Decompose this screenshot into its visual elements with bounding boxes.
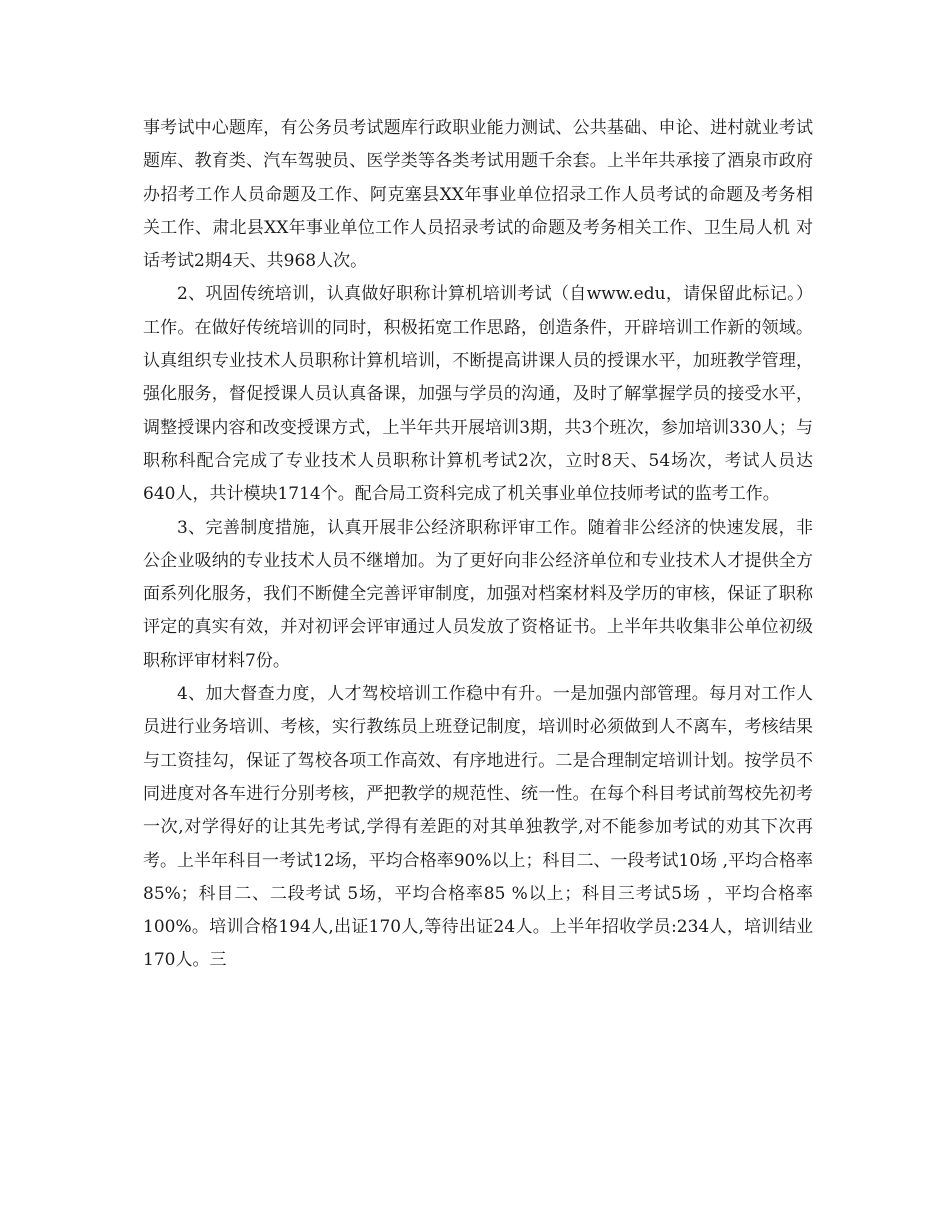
paragraph-computer-training: 2、巩固传统培训，认真做好职称计算机培训考试（自www.edu，请保留此标记。）工作。在做好传统培训的同时，积极拓宽工作思路，创造条件，开辟培训工作新的领域。认真组织专业技术人员职称计算机培训，不断提高讲课人员的授课水平，加班教学管理，强化服务，督促授课人员认真备课，加强与学员的沟通，及时了解掌握学员的接受水平，调整授课内容和改变授课方式，上半年共开展培训3期，共3个班次，参加培训330人；与职称科配合完成了专业技术人员职称计算机考试2次，立时8天、54场次，考试人员达640人，共计模块1714个。配合局工资科完成了机关事业单位技师考试的监考工作。 xyxy=(143,284,813,505)
paragraph-driving-school: 4、加大督查力度，人才驾校培训工作稳中有升。一是加强内部管理。每月对工作人员进行业务培训、考核，实行教练员上班登记制度，培训时必须做到人不离车，考核结果与工资挂勾，保证了驾校各项工作高效、有序地进行。二是合理制定培训计划。按学员不同进度对各车进行分别考核，严把教学的规范性、统一性。在每个科目考试前驾校先初考一次,对学得好的让其先考试,学得有差距的对其单独教学,对不能参加考试的劝其下次再考。上半年科目一考试12场，平均合格率90%以上；科目二、一段考试10场 ,平均合格率85%；科目二、二段考试 5场，平均合格率85 %以上；科目三考试5场 ，平均合格率100%。培训合格194人,出证170人,等待出证24人。上半年招收学员:234人，培训结业 170人。三 xyxy=(143,684,813,971)
document-body xyxy=(143,112,813,978)
paragraph-exam-question-bank: 事考试中心题库，有公务员考试题库行政职业能力测试、公共基础、申论、进村就业考试题库、教育类、汽车驾驶员、医学类等各类考试用题千余套。上半年共承接了酒泉市政府办招考工作人员命题及工作、阿克塞县XX年事业单位招录工作人员考试的命题及考务相关工作、肃北县XX年事业单位工作人员招录考试的命题及考务相关工作、卫生局人机 对话考试2期4天、共968人次。 xyxy=(143,118,813,272)
paragraph-title-evaluation: 3、完善制度措施，认真开展非公经济职称评审工作。随着非公经济的快速发展，非公企业吸纳的专业技术人员不继增加。为了更好向非公经济单位和专业技术人才提供全方面系列化服务，我们不断健全完善评审制度，加强对档案材料及学历的审核，保证了职称评定的真实有效，并对初评会评审通过人员发放了资格证书。上半年共收集非公单位初级职称评审材料7份。 xyxy=(143,517,813,671)
